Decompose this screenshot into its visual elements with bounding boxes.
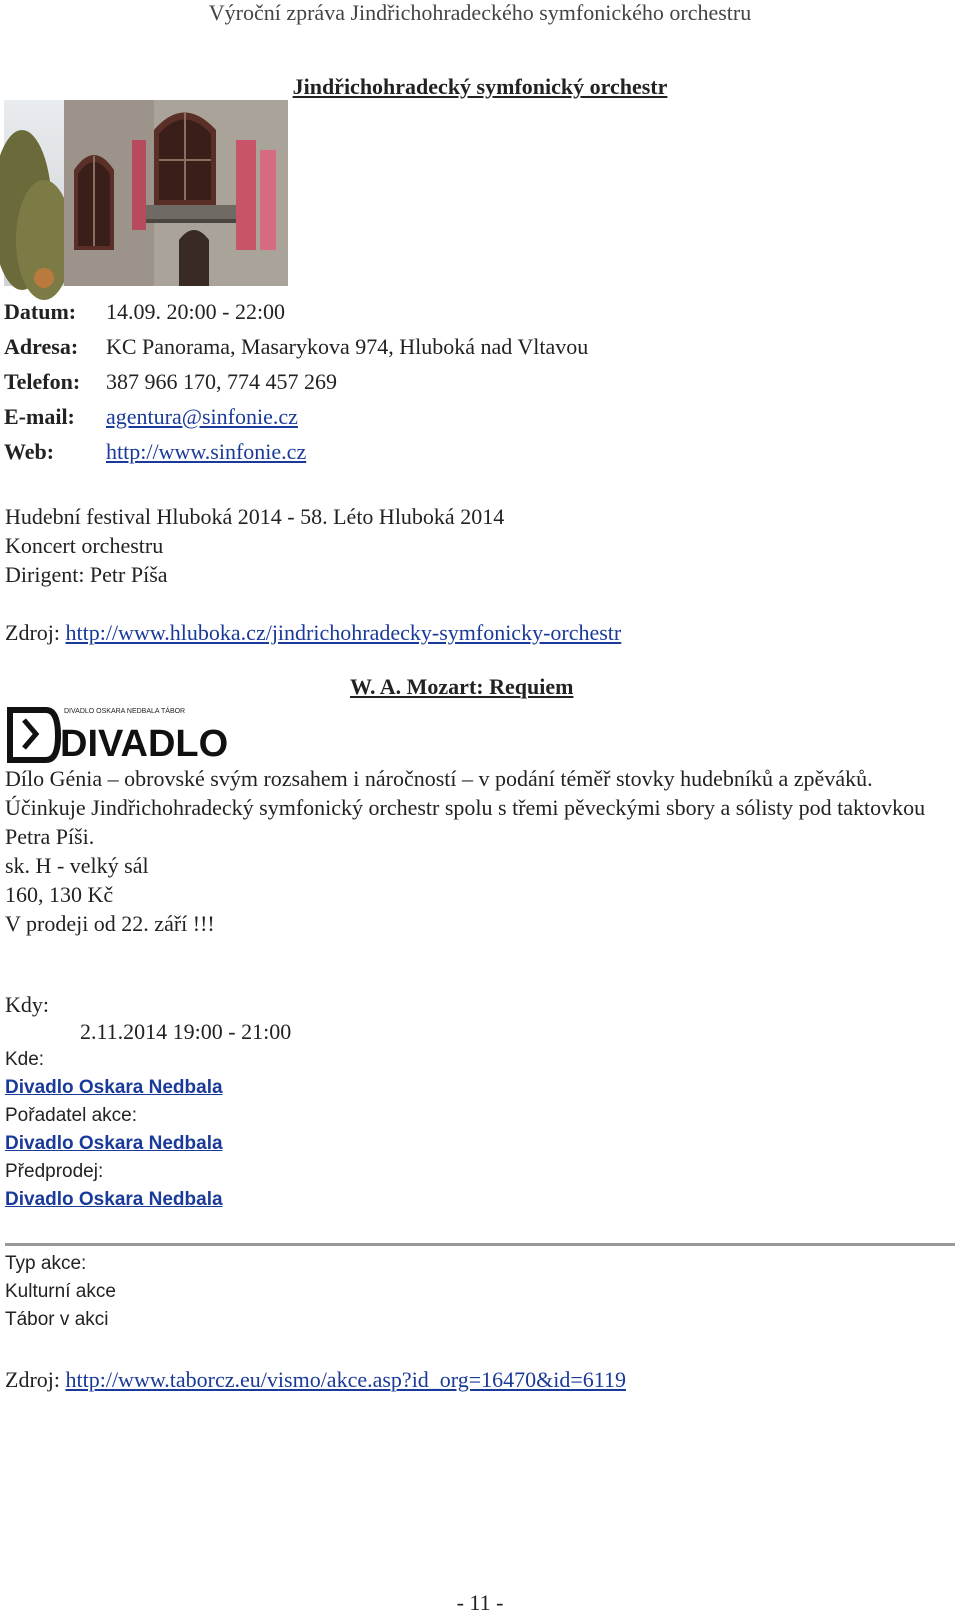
info-label: Telefon:: [4, 368, 81, 394]
kde-link[interactable]: Divadlo Oskara Nedbala: [5, 1077, 223, 1098]
kde-label: Kde:: [5, 1049, 45, 1070]
info-row-date: [4, 294, 588, 329]
event-details: [5, 1046, 223, 1214]
info-row-email: [4, 399, 588, 434]
info-label: Web:: [4, 438, 55, 464]
source-link-1[interactable]: http://www.hluboka.cz/jindrichohradecky-symfonicky-orchestr: [65, 620, 622, 645]
logo-big-text: DIVADLO: [60, 723, 229, 765]
event-info-table: [4, 294, 588, 469]
info-row-phone: [4, 364, 588, 399]
predprodej-link[interactable]: Divadlo Oskara Nedbala: [5, 1189, 223, 1210]
web-link[interactable]: http://www.sinfonie.cz: [106, 438, 307, 464]
requiem-title: W. A. Mozart: Requiem: [350, 674, 574, 699]
paragraph: sk. H - velký sál: [5, 853, 149, 878]
horizontal-divider: [5, 1243, 955, 1246]
requiem-description: [5, 764, 950, 938]
source-link-2[interactable]: http://www.taborcz.eu/vismo/akce.asp?id_org=16470&id=6119: [65, 1367, 626, 1392]
section-title: Jindřichohradecký symfonický orchestr: [292, 74, 668, 99]
festival-line: Hudební festival Hluboká 2014 - 58. Léto Hluboká 2014: [5, 504, 505, 529]
typ-value: Tábor v akci: [5, 1309, 109, 1330]
info-value: KC Panorama, Masarykova 974, Hluboká nad Vltavou: [106, 333, 589, 359]
email-link[interactable]: agentura@sinfonie.cz: [106, 403, 298, 429]
poradatel-label: Pořadatel akce:: [5, 1105, 138, 1126]
conductor-line: Dirigent: Petr Píša: [5, 562, 168, 587]
kdy-label: Kdy:: [5, 992, 49, 1017]
running-header: Výroční zpráva Jindřichohradeckého symfonického orchestru: [208, 0, 752, 25]
building-photo: [4, 100, 288, 286]
info-value: 14.09. 20:00 - 22:00: [106, 298, 286, 324]
divadlo-logo: [6, 704, 229, 765]
poradatel-link[interactable]: Divadlo Oskara Nedbala: [5, 1133, 223, 1154]
info-value: 387 966 170, 774 457 269: [106, 368, 337, 394]
concert-line: Koncert orchestru: [5, 533, 164, 558]
info-label: Adresa:: [4, 333, 79, 359]
source-line-1: [5, 618, 621, 647]
paragraph: Účinkuje Jindřichohradecký symfonický orchestr spolu s třemi pěveckými sbory a sólisty pod taktovkou Petra Píši.: [5, 795, 926, 849]
logo-small-text: DIVADLO OSKARA NEDBALA TÁBOR: [64, 708, 186, 715]
predprodej-label: Předprodej:: [5, 1161, 104, 1182]
info-label: Datum:: [4, 298, 77, 324]
event-type: [5, 1250, 116, 1334]
source-line-2: [5, 1365, 626, 1394]
paragraph: Dílo Génia – obrovské svým rozsahem i náročností – v podání téměř stovky hudebníků a zpěváků.: [5, 766, 873, 791]
source-label: Zdroj:: [5, 1367, 60, 1392]
info-label: E-mail:: [4, 403, 75, 429]
typ-label: Typ akce:: [5, 1253, 87, 1274]
paragraph: V prodeji od 22. září !!!: [5, 911, 215, 936]
info-row-web: [4, 434, 588, 469]
kdy-value: 2.11.2014 19:00 - 21:00: [80, 1019, 292, 1044]
typ-value: Kulturní akce: [5, 1281, 116, 1302]
info-row-address: [4, 329, 588, 364]
page-number: - 11 -: [456, 1590, 504, 1615]
source-label: Zdroj:: [5, 620, 60, 645]
paragraph: 160, 130 Kč: [5, 882, 114, 907]
